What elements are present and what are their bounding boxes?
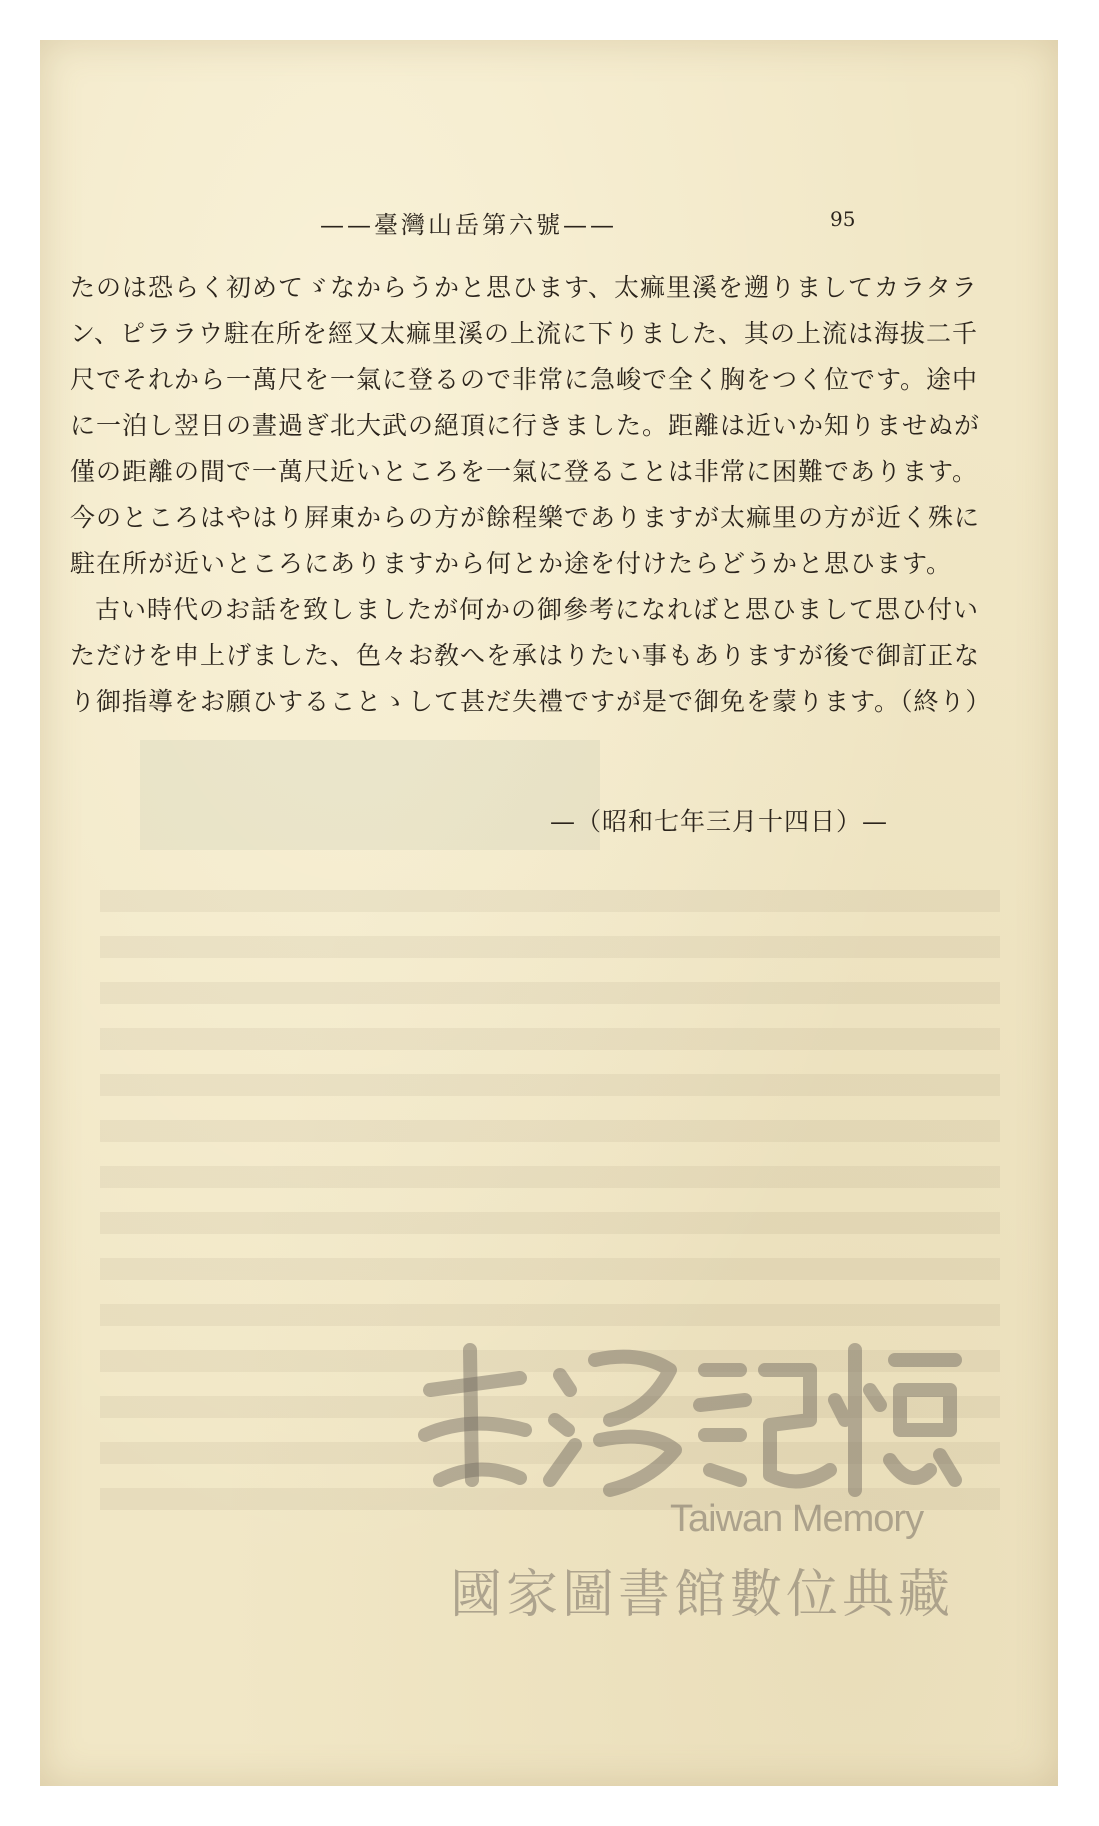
text-line: たのは恐らく初めてゞなからうかと思ひます、太痲里溪を遡りましてカラタラ xyxy=(70,273,978,302)
bleed-through-block xyxy=(140,740,600,850)
text-line: 古い時代のお話を致しましたが何かの御參考になればと思ひまして思ひ付い xyxy=(95,595,980,624)
page-header xyxy=(40,205,1058,245)
text-line: 駐在所が近いところにありますから何とか途を付けたらどうかと思ひます。 xyxy=(70,549,953,578)
text-line: ただけを申上げました、色々お敎へを承はりたい事もありますが後で御訂正な xyxy=(70,641,981,670)
watermark-chinese: 國家圖書館數位典藏 xyxy=(450,1565,955,1625)
text-line: 僅の距離の間で一萬尺近いところを一氣に登ることは非常に困難であります。 xyxy=(70,457,979,486)
scanned-page xyxy=(40,40,1058,1786)
page-number: 95 xyxy=(830,207,856,231)
body-text xyxy=(70,265,1010,725)
text-line: に一泊し翌日の晝過ぎ北大武の絕頂に行きました。距離は近いか知りませぬが xyxy=(70,411,981,440)
text-line: ン、ピララウ駐在所を經又太痲里溪の上流に下りました、其の上流は海拔二千 xyxy=(70,319,979,348)
text-line: 尺でそれから一萬尺を一氣に登るので非常に急峻で全く胸をつく位です。途中 xyxy=(70,365,979,394)
date-line: —（昭和七年三月十四日）— xyxy=(550,807,889,836)
running-title: ——臺灣山岳第六號—— xyxy=(320,211,617,239)
watermark-calligraphy-logo xyxy=(410,1330,970,1500)
text-line: 今のところはやはり屛東からの方が餘程樂でありますが太痲里の方が近く殊に xyxy=(70,503,981,532)
watermark xyxy=(410,1330,980,1630)
text-line: り御指導をお願ひすることゝして甚だ失禮ですが是で御免を蒙ります。（終り） xyxy=(70,687,992,716)
watermark-english: Taiwan Memory xyxy=(670,1498,924,1540)
